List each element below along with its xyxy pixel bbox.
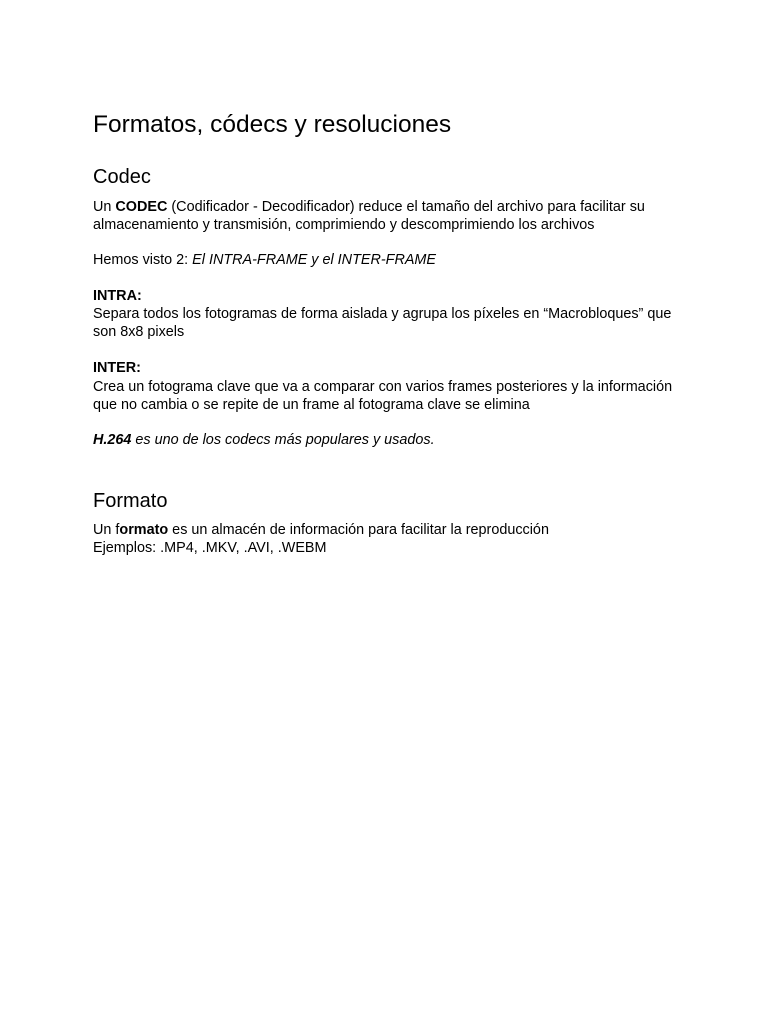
formato-heading: Formato: [93, 490, 168, 512]
codec-intro-line-2: almacenamiento y transmisión, comprimiendo y descomprimiendo los archivos: [93, 217, 595, 233]
codec-intro-line-1: [93, 198, 683, 216]
intra-label: INTRA:: [93, 288, 142, 304]
codec-intro-paragraph: [93, 198, 683, 234]
codec-intro-line1-rest: (Codificador - Decodificador) reduce el tamaño del archivo para facilitar su: [167, 199, 645, 215]
inter-paragraph: [93, 378, 683, 414]
formato-term: ormato: [119, 522, 169, 538]
formato-examples-line: Ejemplos: .MP4, .MKV, .AVI, .WEBM: [93, 540, 327, 556]
h264-rest: es uno de los codecs más populares y usados.: [131, 432, 435, 448]
intra-line-2: son 8x8 pixels: [93, 324, 185, 340]
inter-label: INTER:: [93, 360, 141, 376]
seen-paragraph: [93, 251, 683, 269]
document-title: Formatos, códecs y resoluciones: [93, 111, 452, 138]
intra-paragraph: [93, 305, 683, 341]
formato-paragraph: [93, 521, 683, 557]
codec-term: CODEC: [115, 199, 168, 215]
inter-line-1: Crea un fotograma clave que va a comparar con varios frames posteriores y la información: [93, 379, 673, 395]
seen-emphasis: El INTRA-FRAME y el INTER-FRAME: [192, 252, 437, 268]
formato-prefix: Un f: [93, 522, 120, 538]
inter-line-2: que no cambia o se repite de un frame al fotograma clave se elimina: [93, 397, 530, 413]
formato-definition-line: [93, 521, 683, 539]
formato-definition-rest: es un almacén de información para facilitar la reproducción: [168, 522, 549, 538]
intra-line-1: Separa todos los fotogramas de forma aislada y agrupa los píxeles en “Macrobloques” que: [93, 306, 672, 322]
codec-intro-prefix: Un: [93, 199, 116, 215]
h264-paragraph: [93, 431, 683, 449]
seen-prefix: Hemos visto 2:: [93, 252, 193, 268]
h264-term: H.264: [93, 432, 132, 448]
codec-heading: Codec: [93, 166, 151, 188]
